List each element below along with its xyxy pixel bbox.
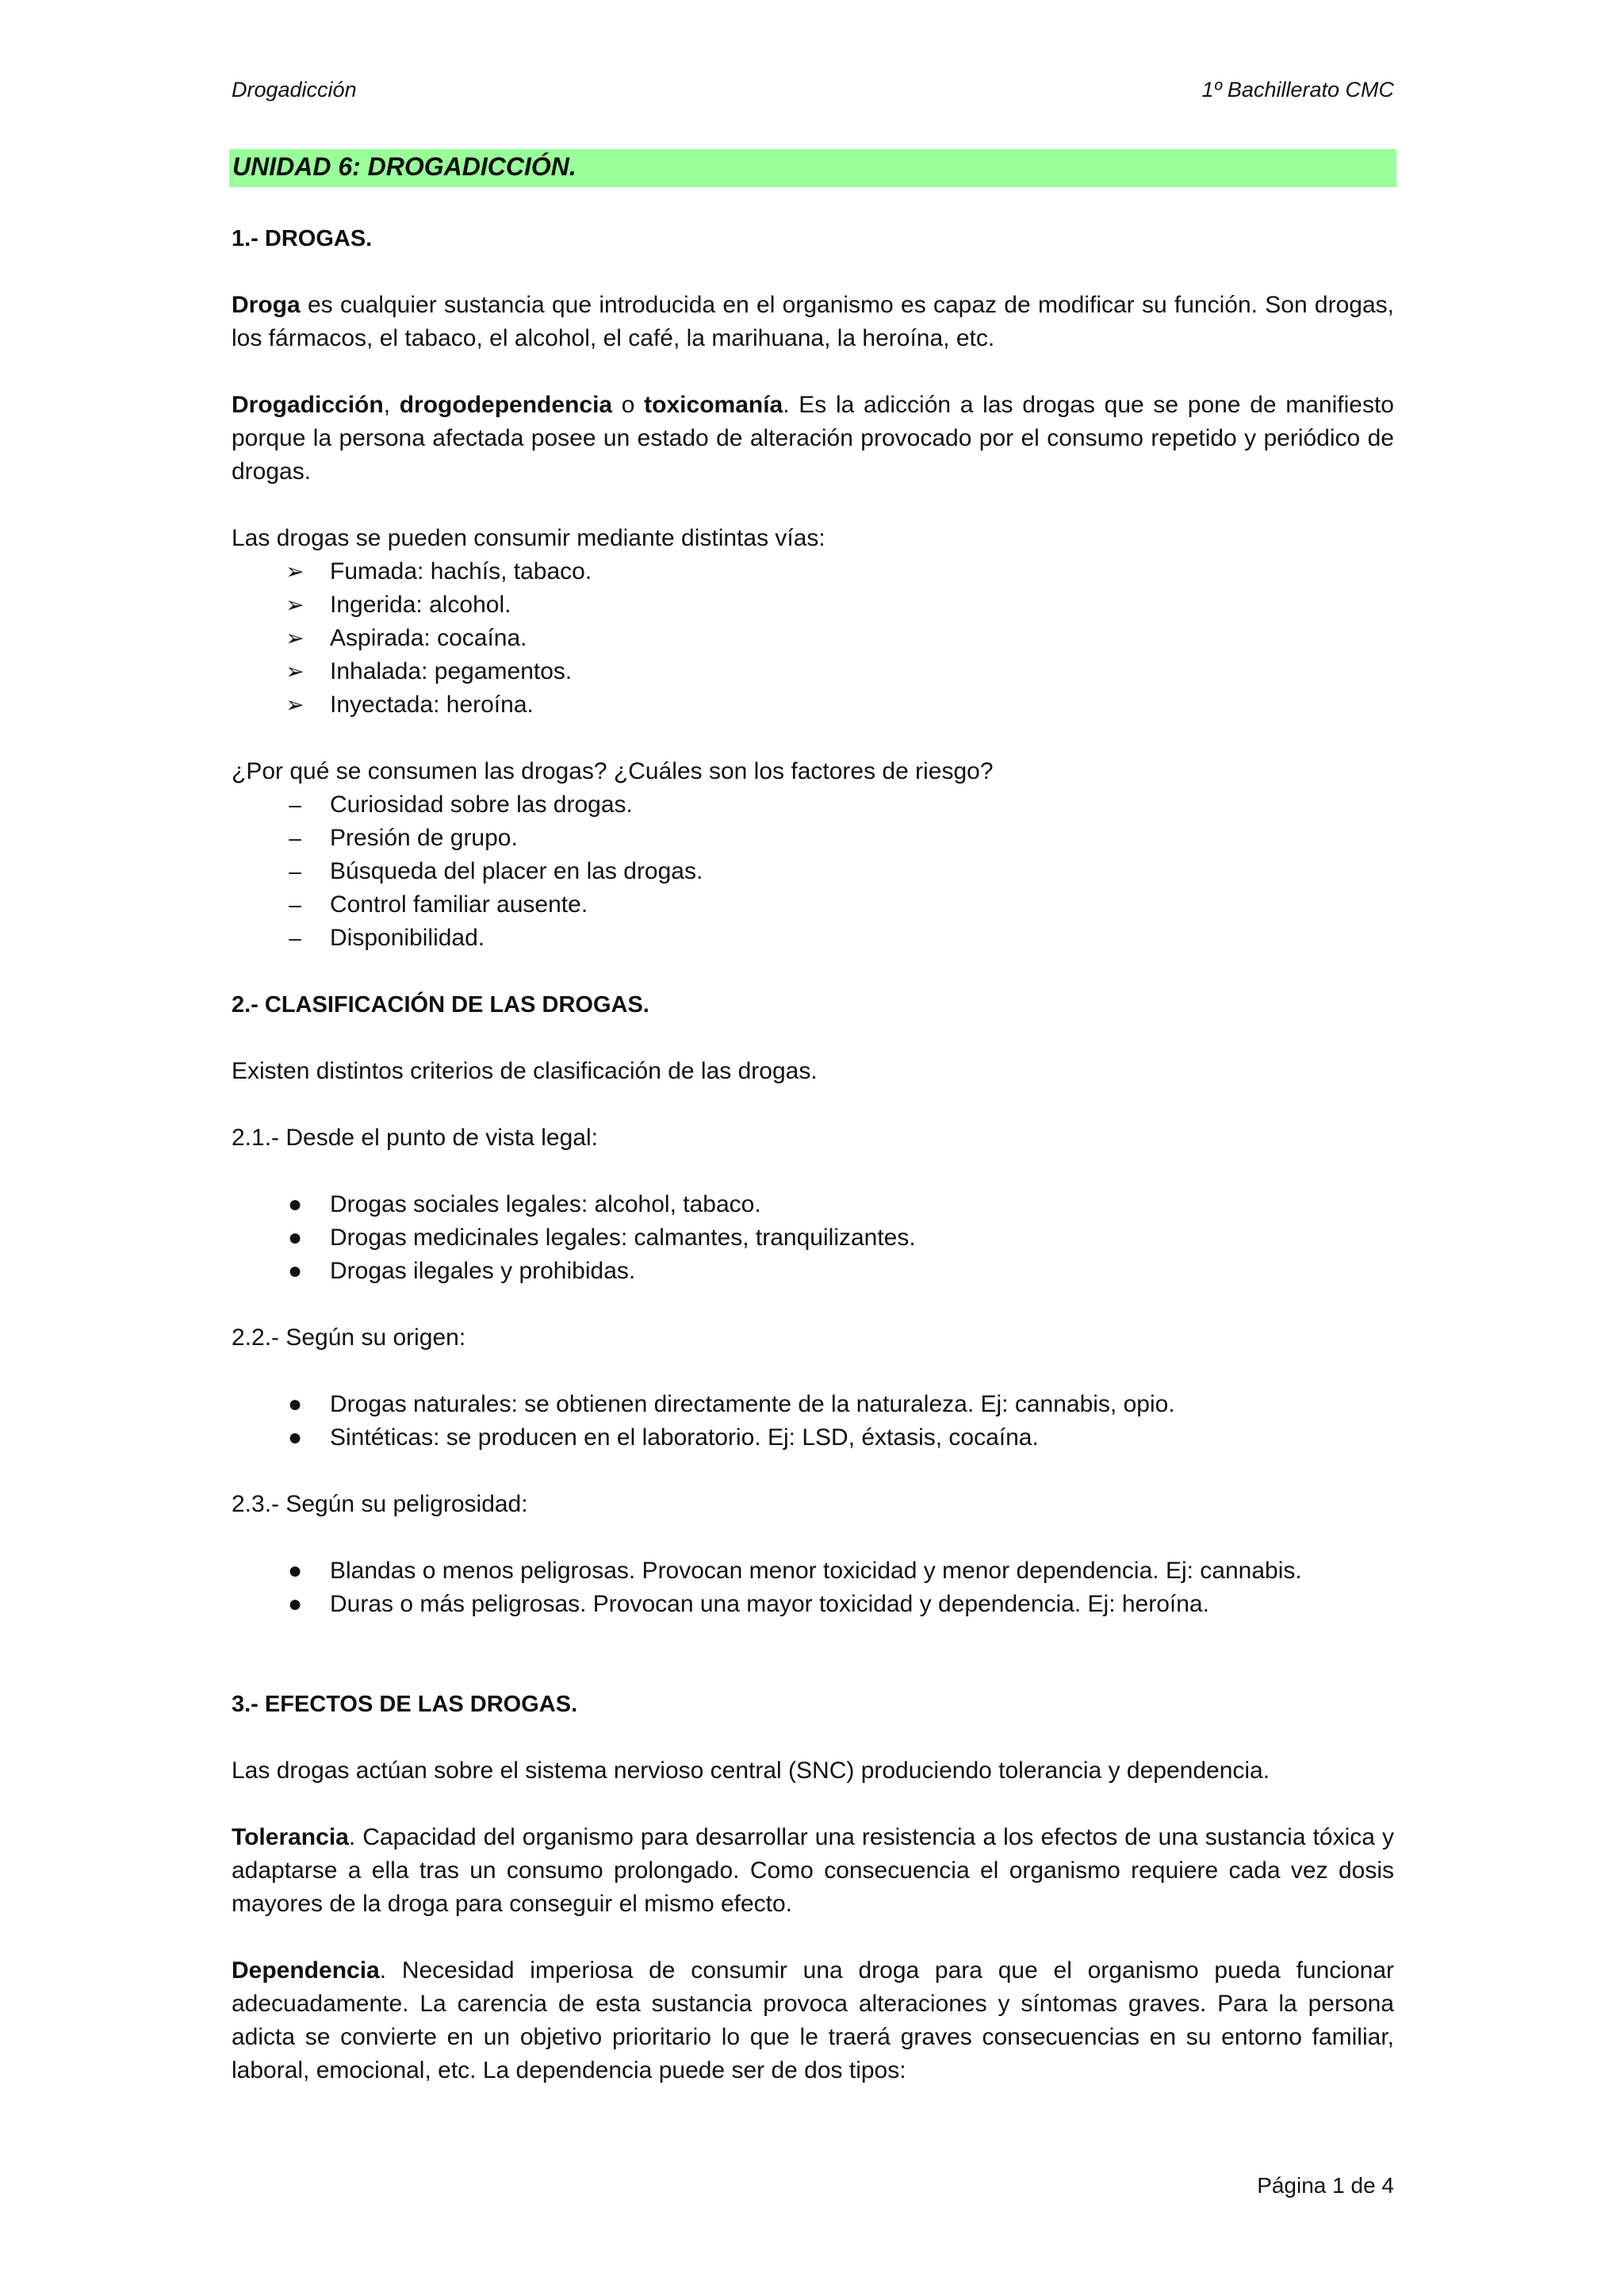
subsection-2-1: 2.1.- Desde el punto de vista legal: <box>232 1125 598 1151</box>
running-header <box>232 78 1394 109</box>
list-item-text: Inyectada: heroína. <box>330 692 534 718</box>
origen-list <box>232 1388 1394 1455</box>
list-item <box>232 822 1394 855</box>
term-tolerancia: Tolerancia <box>232 1824 349 1850</box>
arrow-bullet-icon: ➢ <box>285 559 304 584</box>
list-item <box>232 588 1394 622</box>
list-item-text: Disponibilidad. <box>330 925 485 951</box>
list-item-text: Drogas sociales legales: alcohol, tabaco. <box>330 1191 761 1217</box>
term-toxicomania: toxicomanía <box>644 392 783 418</box>
dash-bullet-icon: – <box>289 859 301 884</box>
list-item <box>232 1221 1394 1255</box>
list-item <box>232 1255 1394 1288</box>
riesgo-list <box>232 788 1394 955</box>
riesgo-intro: ¿Por qué se consumen las drogas? ¿Cuáles son los factores de riesgo? <box>232 758 994 784</box>
header-left: Drogadicción <box>232 78 357 102</box>
section-3-title: 3.- EFECTOS DE LAS DROGAS. <box>232 1692 578 1717</box>
unit-title: UNIDAD 6: DROGADICCIÓN. <box>232 152 576 181</box>
document-page <box>232 0 1394 2296</box>
dash-bullet-icon: – <box>289 826 301 850</box>
paragraph-tolerancia <box>232 1821 1394 1921</box>
arrow-bullet-icon: ➢ <box>285 692 304 717</box>
paragraph-text: , <box>383 392 400 418</box>
list-item <box>232 622 1394 655</box>
arrow-bullet-icon: ➢ <box>285 626 304 650</box>
list-item-text: Aspirada: cocaína. <box>330 625 527 651</box>
list-item <box>232 1388 1394 1421</box>
paragraph-text: . Capacidad del organismo para desarrollar una resistencia a los efectos de una sustancia tóxica y adaptarse a ella tras un consumo prolongado. Como consecuencia el organismo requiere cada vez dosis mayores de la droga para conseguir el mismo efecto. <box>232 1824 1394 1917</box>
header-right: 1º Bachillerato CMC <box>1201 78 1394 102</box>
subsection-2-3: 2.3.- Según su peligrosidad: <box>232 1491 528 1517</box>
list-item <box>232 888 1394 922</box>
list-item <box>232 555 1394 588</box>
list-item-text: Fumada: hachís, tabaco. <box>330 558 592 585</box>
arrow-bullet-icon: ➢ <box>285 659 304 684</box>
list-item <box>232 788 1394 822</box>
list-item-text: Sintéticas: se producen en el laboratorio. Ej: LSD, éxtasis, cocaína. <box>330 1424 1039 1451</box>
dot-bullet-icon: ● <box>287 1591 303 1617</box>
list-item <box>232 855 1394 888</box>
paragraph-text: . Es la adicción a las drogas que se pone de manifiesto porque la persona afectada posee un estado de alteración provocado por el consumo repetido y periódico de drogas. <box>232 392 1394 485</box>
legal-list <box>232 1188 1394 1288</box>
vias-list <box>232 555 1394 722</box>
list-item-text: Control familiar ausente. <box>330 891 588 918</box>
dot-bullet-icon: ● <box>287 1225 303 1251</box>
section-2-title: 2.- CLASIFICACIÓN DE LAS DROGAS. <box>232 992 649 1018</box>
dot-bullet-icon: ● <box>287 1258 303 1284</box>
list-item-text: Drogas medicinales legales: calmantes, tranquilizantes. <box>330 1225 916 1251</box>
list-item <box>232 1554 1394 1588</box>
dot-bullet-icon: ● <box>287 1391 303 1417</box>
paragraph-droga <box>232 289 1394 355</box>
paragraph-dependencia <box>232 1954 1394 2087</box>
list-item-text: Drogas naturales: se obtienen directamente de la naturaleza. Ej: cannabis, opio. <box>330 1391 1175 1417</box>
dash-bullet-icon: – <box>289 892 301 917</box>
list-item-text: Ingerida: alcohol. <box>330 592 511 618</box>
term-droga: Droga <box>232 292 301 318</box>
list-item <box>232 655 1394 688</box>
dash-bullet-icon: – <box>289 792 301 817</box>
paragraph-text: o <box>612 392 645 418</box>
list-item <box>232 922 1394 955</box>
list-item <box>232 1421 1394 1455</box>
paragraph-text: es cualquier sustancia que introducida en el organismo es capaz de modificar su función. Son drogas, los fármacos, el tabaco, el alcohol, el café, la marihuana, la heroína, etc. <box>232 292 1394 351</box>
dot-bullet-icon: ● <box>287 1558 303 1584</box>
list-item-text: Presión de grupo. <box>330 825 518 851</box>
page-number: Página 1 de 4 <box>1257 2173 1394 2198</box>
dot-bullet-icon: ● <box>287 1424 303 1451</box>
dash-bullet-icon: – <box>289 926 301 950</box>
list-item <box>232 1588 1394 1621</box>
arrow-bullet-icon: ➢ <box>285 592 304 617</box>
section-2-intro: Existen distintos criterios de clasificación de las drogas. <box>232 1058 818 1084</box>
list-item-text: Duras o más peligrosas. Provocan una mayor toxicidad y dependencia. Ej: heroína. <box>330 1591 1209 1617</box>
main-content <box>232 222 1394 2087</box>
paragraph-text: . Necesidad imperiosa de consumir una droga para que el organismo pueda funcionar adecuadamente. La carencia de esta sustancia provoca alteraciones y síntomas graves. Para la persona adicta se convierte en un objetivo prioritario lo que le traerá graves consecuencias en su entorno familiar, laboral, emocional, etc. La dependencia puede ser de dos tipos: <box>232 1957 1394 2083</box>
subsection-2-2: 2.2.- Según su origen: <box>232 1324 466 1351</box>
list-item <box>232 1188 1394 1221</box>
paragraph-drogadiccion <box>232 389 1394 489</box>
section-3-intro: Las drogas actúan sobre el sistema nervioso central (SNC) produciendo tolerancia y dependencia. <box>232 1757 1270 1784</box>
list-item-text: Drogas ilegales y prohibidas. <box>330 1258 636 1284</box>
list-item-text: Búsqueda del placer en las drogas. <box>330 858 703 884</box>
peligrosidad-list <box>232 1554 1394 1621</box>
section-1-title: 1.- DROGAS. <box>232 226 373 251</box>
unit-banner <box>229 149 1396 187</box>
term-drogodependencia: drogodependencia <box>399 392 613 418</box>
list-item-text: Blandas o menos peligrosas. Provocan menor toxicidad y menor dependencia. Ej: cannabis. <box>330 1558 1302 1584</box>
dot-bullet-icon: ● <box>287 1191 303 1217</box>
term-drogadiccion: Drogadicción <box>232 392 384 418</box>
list-item <box>232 688 1394 722</box>
vias-intro: Las drogas se pueden consumir mediante distintas vías: <box>232 525 825 551</box>
list-item-text: Inhalada: pegamentos. <box>330 658 573 684</box>
list-item-text: Curiosidad sobre las drogas. <box>330 792 633 818</box>
term-dependencia: Dependencia <box>232 1957 380 1984</box>
